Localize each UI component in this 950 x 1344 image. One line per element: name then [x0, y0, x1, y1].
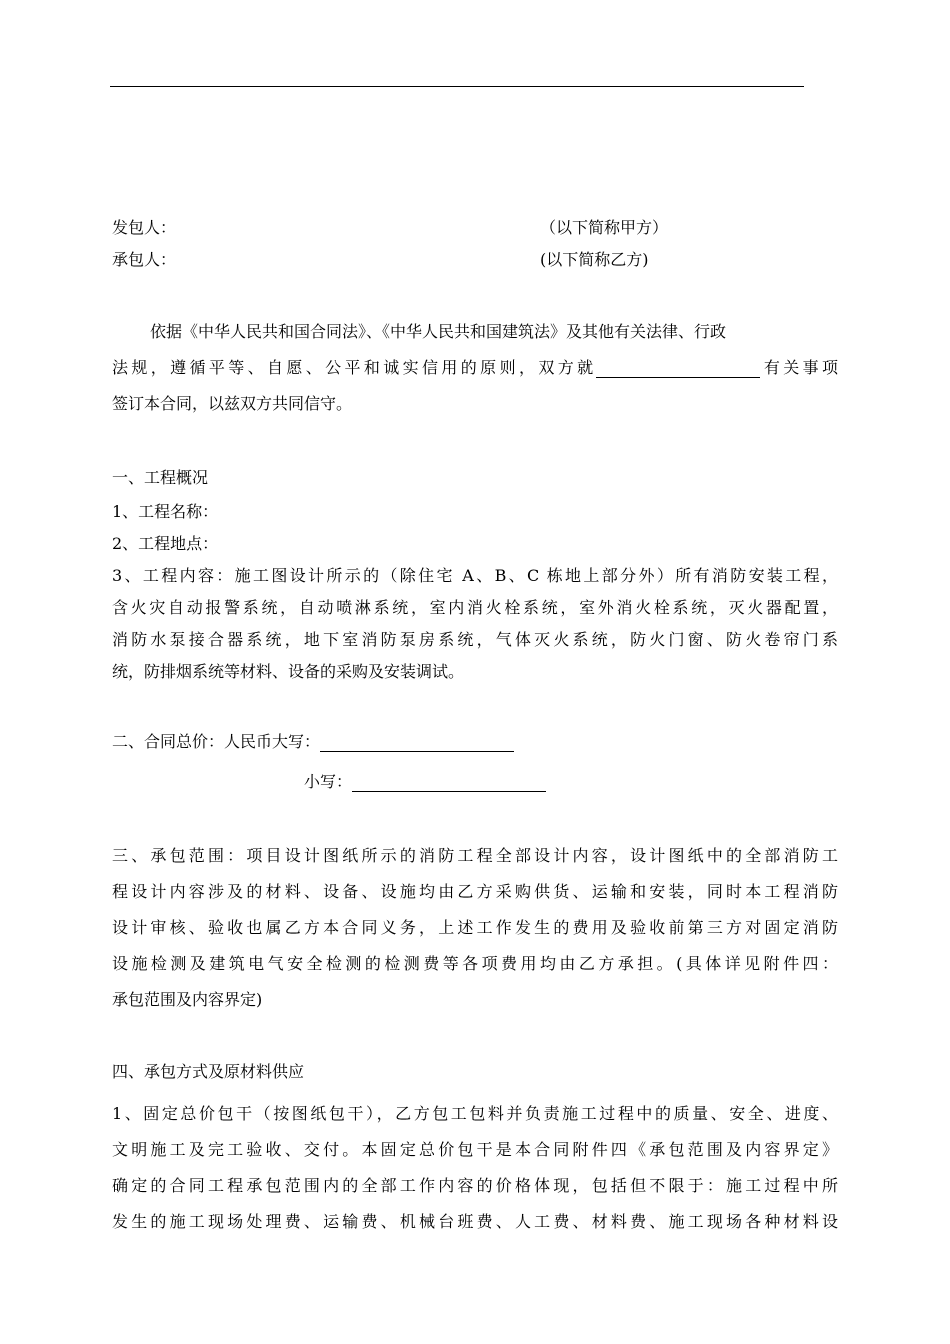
section1-title: 一、工程概况	[112, 468, 209, 487]
section2-title	[112, 732, 514, 752]
section1-item2: 2、工程地点：	[112, 534, 219, 553]
employer-note: （以下简称甲方）	[540, 218, 669, 237]
contractor-label: 承包人：	[112, 250, 177, 269]
intro-line-2-after: 有关事项	[760, 358, 838, 377]
section3-line-4: 设施检测及建筑电气安全检测的检测费等各项费用均由乙方承担。(具体详见附件四：	[112, 954, 838, 973]
section3-line-1: 三、承包范围：项目设计图纸所示的消防工程全部设计内容，设计图纸中的全部消防工	[112, 846, 838, 865]
section3-line-3: 设计审核、验收也属乙方本合同义务，上述工作发生的费用及验收前第三方对固定消防	[112, 918, 838, 937]
section3-line-5: 承包范围及内容界定)	[112, 990, 263, 1009]
section2-small	[304, 772, 546, 792]
section1-item3-line-1: 3、工程内容：施工图设计所示的（除住宅 A、B、C 栋地上部分外）所有消防安装工程，	[112, 566, 838, 585]
employer-label: 发包人：	[112, 218, 177, 237]
total-price-figures-blank	[352, 773, 546, 792]
section4-line-3: 确定的合同工程承包范围内的全部工作内容的价格体现，包括但不限于：施工过程中所	[112, 1176, 838, 1195]
section4-line-4: 发生的施工现场处理费、运输费、机械台班费、人工费、材料费、施工现场各种材料设	[112, 1212, 838, 1231]
intro-line-2	[112, 358, 838, 378]
section1-item1: 1、工程名称：	[112, 502, 219, 521]
section4-line-2: 文明施工及完工验收、交付。本固定总价包干是本合同附件四《承包范围及内容界定》	[112, 1140, 838, 1159]
section4-line-1: 1、固定总价包干（按图纸包干），乙方包工包料并负责施工过程中的质量、安全、进度、	[112, 1104, 838, 1123]
header-rule	[110, 86, 804, 87]
contractor-note: (以下简称乙方)	[540, 250, 649, 269]
intro-line-3: 签订本合同，以兹双方共同信守。	[112, 394, 353, 413]
total-price-words-blank	[320, 733, 514, 752]
section4-title: 四、承包方式及原材料供应	[112, 1062, 305, 1081]
intro-line-1: 依据《中华人民共和国合同法》、《中华人民共和国建筑法》及其他有关法律、行政	[150, 322, 727, 341]
intro-line-2-before: 法规，遵循平等、自愿、公平和诚实信用的原则，双方就	[112, 358, 597, 377]
section3-line-2: 程设计内容涉及的材料、设备、设施均由乙方采购供货、运输和安装，同时本工程消防	[112, 882, 838, 901]
total-price-small-label: 小写：	[304, 772, 353, 791]
project-blank	[596, 359, 760, 378]
section1-item3-line-4: 统，防排烟系统等材料、设备的采购及安装调试。	[112, 662, 465, 681]
section1-item3-line-3: 消防水泵接合器系统，地下室消防泵房系统，气体灭火系统，防火门窗、防火卷帘门系	[112, 630, 838, 649]
total-price-label: 二、合同总价：人民币大写：	[112, 732, 321, 751]
section1-item3-line-2: 含火灾自动报警系统，自动喷淋系统，室内消火栓系统，室外消火栓系统，灭火器配置，	[112, 598, 838, 617]
